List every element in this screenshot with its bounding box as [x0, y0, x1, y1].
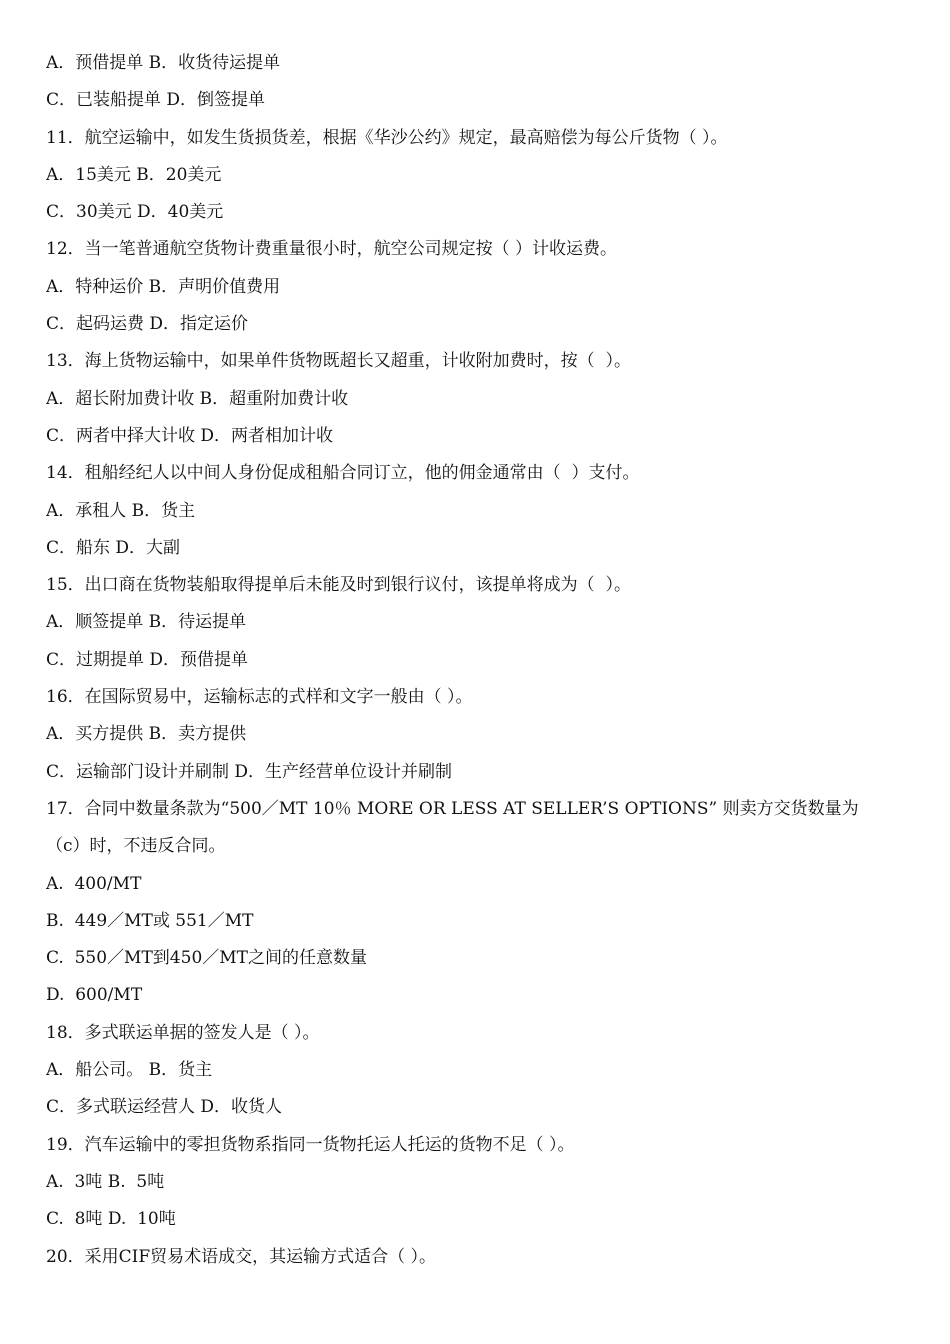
text-line: A. 3吨 B. 5吨	[46, 1171, 165, 1192]
question-15: 15．出口商在货物装船取得提单后未能及时到银行议付，该提单将成为（ ）。	[46, 575, 631, 596]
text-line: （c）时，不违反合同。	[46, 836, 226, 857]
text-line: A．15美元 B．20美元	[46, 164, 222, 185]
text-line: A．船公司。 B．货主	[46, 1060, 213, 1081]
text-line: C．已装船提单 D．倒签提单	[46, 90, 266, 111]
question-16: 16．在国际贸易中，运输标志的式样和文字一般由（ ）。	[46, 687, 473, 708]
exam-questions-text	[46, 45, 916, 1276]
text-line: C. 550／MT到450／MT之间的任意数量	[46, 948, 367, 969]
text-line: A．承租人 B．货主	[46, 500, 196, 521]
question-14: 14．租船经纪人以中间人身份促成租船合同订立，他的佣金通常由（ ）支付。	[46, 463, 640, 484]
text-line: D. 600/MT	[46, 985, 143, 1006]
text-line: B. 449／MT或 551／MT	[46, 910, 254, 931]
question-17: 17．合同中数量条款为“500／MT 10％ MORE OR LESS AT SELLER’S OPTIONS” 则卖方交货数量为	[46, 798, 859, 819]
text-line: A．预借提单 B．收货待运提单	[46, 53, 281, 73]
text-line: C．多式联运经营人 D．收货人	[46, 1097, 283, 1118]
question-12: 12．当一笔普通航空货物计费重量很小时，航空公司规定按（ ）计收运费。	[46, 239, 618, 260]
question-18: 18．多式联运单据的签发人是（ ）。	[46, 1022, 320, 1043]
text-line: C．两者中择大计收 D．两者相加计收	[46, 425, 334, 446]
text-line: C．30美元 D．40美元	[46, 202, 224, 223]
text-line: A. 400/MT	[46, 873, 142, 894]
text-line: A．顺签提单 B．待运提单	[46, 612, 247, 633]
text-line: C．运输部门设计并刷制 D．生产经营单位设计并刷制	[46, 761, 453, 782]
question-20: 20．采用CIF贸易术语成交，其运输方式适合（ ）。	[46, 1246, 437, 1267]
text-line: A．买方提供 B．卖方提供	[46, 724, 247, 745]
question-11: 11．航空运输中，如发生货损货差，根据《华沙公约》规定，最高赔偿为每公斤货物（ ）。	[46, 127, 728, 148]
question-13: 13．海上货物运输中，如果单件货物既超长又超重，计收附加费时，按（ ）。	[46, 351, 631, 372]
text-line: A．特种运价 B．声明价值费用	[46, 276, 281, 297]
text-line: C. 8吨 D. 10吨	[46, 1209, 176, 1230]
text-line: C．船东 D．大副	[46, 537, 181, 558]
text-line: C．起码运费 D．指定运价	[46, 314, 249, 335]
question-19: 19．汽车运输中的零担货物系指同一货物托运人托运的货物不足（ ）。	[46, 1134, 575, 1155]
text-line: C．过期提单 D．预借提单	[46, 649, 249, 670]
text-line: A．超长附加费计收 B．超重附加费计收	[46, 388, 349, 409]
